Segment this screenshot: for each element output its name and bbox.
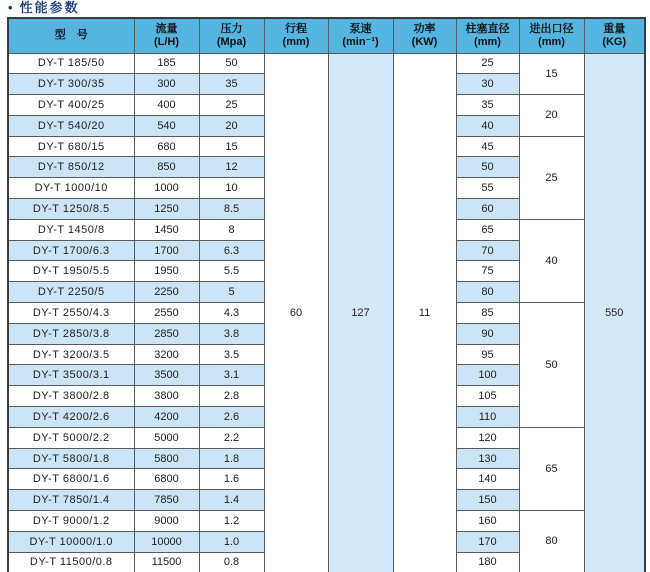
flow-cell: 6800: [134, 469, 199, 490]
pressure-cell: 0.8: [199, 552, 264, 572]
pressure-cell: 1.8: [199, 448, 264, 469]
model-cell: DY-T 850/12: [8, 157, 134, 178]
flow-cell: 1450: [134, 219, 199, 240]
model-cell: DY-T 11500/0.8: [8, 552, 134, 572]
model-cell: DY-T 1700/6.3: [8, 240, 134, 261]
pressure-cell: 35: [199, 74, 264, 95]
model-cell: DY-T 6800/1.6: [8, 469, 134, 490]
plunger-diameter-cell: 100: [456, 365, 519, 386]
flow-cell: 680: [134, 136, 199, 157]
plunger-diameter-cell: 45: [456, 136, 519, 157]
col-header-power: 功率 (KW): [393, 18, 456, 53]
flow-cell: 400: [134, 95, 199, 116]
flow-cell: 10000: [134, 531, 199, 552]
pressure-cell: 1.6: [199, 469, 264, 490]
flow-cell: 2850: [134, 323, 199, 344]
model-cell: DY-T 2250/5: [8, 282, 134, 303]
plunger-diameter-cell: 55: [456, 178, 519, 199]
plunger-diameter-cell: 90: [456, 323, 519, 344]
plunger-diameter-cell: 70: [456, 240, 519, 261]
spec-table-body: [8, 53, 645, 572]
flow-cell: 11500: [134, 552, 199, 572]
flow-cell: 3500: [134, 365, 199, 386]
model-cell: DY-T 9000/1.2: [8, 511, 134, 532]
flow-cell: 1250: [134, 199, 199, 220]
plunger-diameter-cell: 105: [456, 386, 519, 407]
col-header-stroke: 行程 (mm): [264, 18, 328, 53]
plunger-diameter-cell: 30: [456, 74, 519, 95]
flow-cell: 5000: [134, 427, 199, 448]
header-row: [8, 18, 645, 53]
flow-cell: 2250: [134, 282, 199, 303]
flow-cell: 850: [134, 157, 199, 178]
model-cell: DY-T 400/25: [8, 95, 134, 116]
plunger-diameter-cell: 120: [456, 427, 519, 448]
model-cell: DY-T 7850/1.4: [8, 490, 134, 511]
model-cell: DY-T 1450/8: [8, 219, 134, 240]
plunger-diameter-cell: 160: [456, 511, 519, 532]
section-title: [8, 0, 80, 16]
col-header-flow: 流量 (L/H): [134, 18, 199, 53]
col-header-pressure: 压力 (Mpa): [199, 18, 264, 53]
flow-cell: 185: [134, 53, 199, 74]
table-row: [8, 53, 645, 74]
plunger-diameter-cell: 65: [456, 219, 519, 240]
flow-cell: 9000: [134, 511, 199, 532]
flow-cell: 2550: [134, 303, 199, 324]
plunger-diameter-cell: 180: [456, 552, 519, 572]
plunger-diameter-cell: 35: [456, 95, 519, 116]
power-cell: 11: [393, 53, 456, 572]
pressure-cell: 2.8: [199, 386, 264, 407]
inlet-outlet-cell: 50: [519, 303, 584, 428]
pressure-cell: 1.2: [199, 511, 264, 532]
col-header-weight: 重量 (KG): [584, 18, 645, 53]
pressure-cell: 3.1: [199, 365, 264, 386]
pressure-cell: 5: [199, 282, 264, 303]
stroke-cell: 60: [264, 53, 328, 572]
flow-cell: 5800: [134, 448, 199, 469]
pressure-cell: 6.3: [199, 240, 264, 261]
flow-cell: 4200: [134, 407, 199, 428]
bullet-icon: •: [8, 0, 13, 15]
pressure-cell: 25: [199, 95, 264, 116]
model-cell: DY-T 3200/3.5: [8, 344, 134, 365]
flow-cell: 3800: [134, 386, 199, 407]
plunger-diameter-cell: 140: [456, 469, 519, 490]
pressure-cell: 8.5: [199, 199, 264, 220]
pressure-cell: 3.5: [199, 344, 264, 365]
flow-cell: 1950: [134, 261, 199, 282]
spec-table: [7, 17, 646, 572]
flow-cell: 7850: [134, 490, 199, 511]
pump-speed-cell: 127: [328, 53, 393, 572]
plunger-diameter-cell: 80: [456, 282, 519, 303]
model-cell: DY-T 2850/3.8: [8, 323, 134, 344]
flow-cell: 3200: [134, 344, 199, 365]
model-cell: DY-T 5000/2.2: [8, 427, 134, 448]
pressure-cell: 20: [199, 115, 264, 136]
pressure-cell: 12: [199, 157, 264, 178]
inlet-outlet-cell: 40: [519, 219, 584, 302]
model-cell: DY-T 3800/2.8: [8, 386, 134, 407]
inlet-outlet-cell: 25: [519, 136, 584, 219]
plunger-diameter-cell: 170: [456, 531, 519, 552]
plunger-diameter-cell: 95: [456, 344, 519, 365]
inlet-outlet-cell: 15: [519, 53, 584, 95]
col-header-plunger-diameter: 柱塞直径 (mm): [456, 18, 519, 53]
plunger-diameter-cell: 130: [456, 448, 519, 469]
pressure-cell: 2.2: [199, 427, 264, 448]
col-header-pump-speed: 泵速 (min⁻¹): [328, 18, 393, 53]
plunger-diameter-cell: 60: [456, 199, 519, 220]
spec-table-header: [8, 18, 645, 53]
model-cell: DY-T 540/20: [8, 115, 134, 136]
weight-cell: 550: [584, 53, 645, 572]
model-cell: DY-T 10000/1.0: [8, 531, 134, 552]
model-cell: DY-T 3500/3.1: [8, 365, 134, 386]
pressure-cell: 8: [199, 219, 264, 240]
pressure-cell: 4.3: [199, 303, 264, 324]
model-cell: DY-T 1250/8.5: [8, 199, 134, 220]
pressure-cell: 50: [199, 53, 264, 74]
model-cell: DY-T 680/15: [8, 136, 134, 157]
plunger-diameter-cell: 150: [456, 490, 519, 511]
inlet-outlet-cell: 80: [519, 511, 584, 572]
plunger-diameter-cell: 50: [456, 157, 519, 178]
model-cell: DY-T 185/50: [8, 53, 134, 74]
col-header-model: 型 号: [8, 18, 134, 53]
flow-cell: 1000: [134, 178, 199, 199]
section-title-text: 性能参数: [19, 0, 80, 15]
model-cell: DY-T 5800/1.8: [8, 448, 134, 469]
model-cell: DY-T 300/35: [8, 74, 134, 95]
col-header-inlet-outlet-diameter: 进出口径 (mm): [519, 18, 584, 53]
plunger-diameter-cell: 75: [456, 261, 519, 282]
model-cell: DY-T 1000/10: [8, 178, 134, 199]
inlet-outlet-cell: 20: [519, 95, 584, 137]
model-cell: DY-T 4200/2.6: [8, 407, 134, 428]
plunger-diameter-cell: 110: [456, 407, 519, 428]
pressure-cell: 5.5: [199, 261, 264, 282]
inlet-outlet-cell: 65: [519, 427, 584, 510]
flow-cell: 1700: [134, 240, 199, 261]
pressure-cell: 1.4: [199, 490, 264, 511]
pressure-cell: 15: [199, 136, 264, 157]
plunger-diameter-cell: 85: [456, 303, 519, 324]
plunger-diameter-cell: 25: [456, 53, 519, 74]
flow-cell: 300: [134, 74, 199, 95]
flow-cell: 540: [134, 115, 199, 136]
pressure-cell: 2.6: [199, 407, 264, 428]
pressure-cell: 1.0: [199, 531, 264, 552]
model-cell: DY-T 2550/4.3: [8, 303, 134, 324]
model-cell: DY-T 1950/5.5: [8, 261, 134, 282]
pressure-cell: 3.8: [199, 323, 264, 344]
pressure-cell: 10: [199, 178, 264, 199]
plunger-diameter-cell: 40: [456, 115, 519, 136]
